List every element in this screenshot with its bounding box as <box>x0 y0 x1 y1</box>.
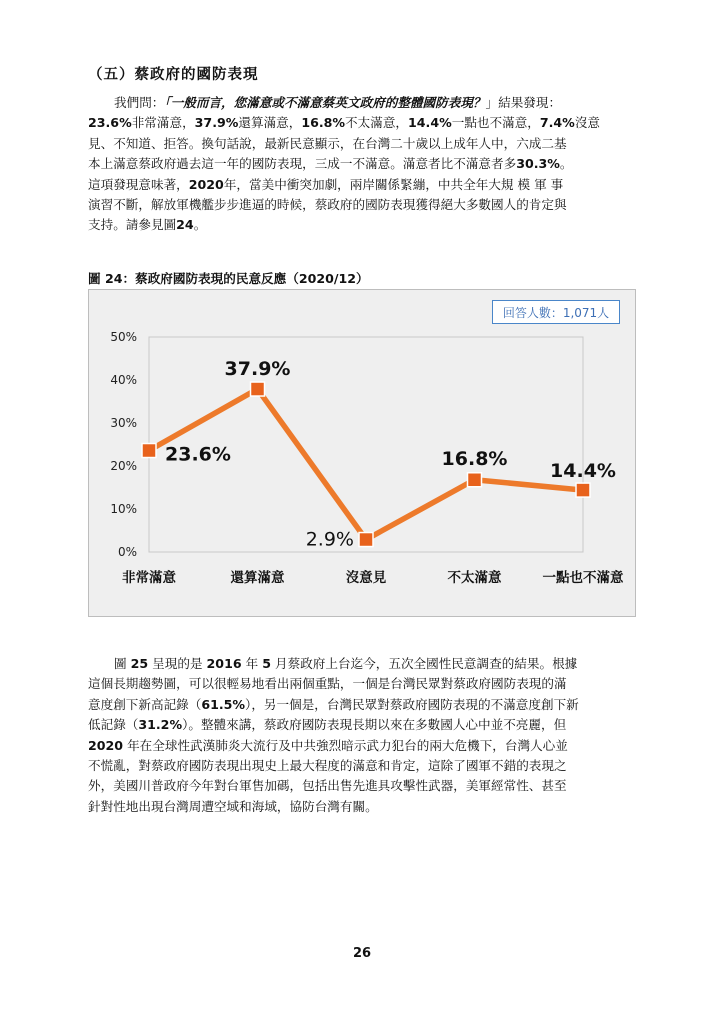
data-label: 37.9% <box>224 358 291 381</box>
data-label: 23.6% <box>165 443 231 466</box>
text: 。 <box>193 217 207 233</box>
respondents-badge: 回答人數：1,071人 <box>492 300 620 324</box>
x-tick-label: 非常滿意 <box>122 570 176 586</box>
text: ），另一個是，台灣民眾對蔡政府國防表現的不滿意度創下新 <box>245 696 579 712</box>
year: 2020 <box>188 176 224 192</box>
x-tick-label: 一點也不滿意 <box>542 570 624 586</box>
para2-line-3 <box>88 695 636 715</box>
y-tick-label: 10% <box>110 502 137 516</box>
text: 年 <box>245 656 259 671</box>
text: 沒意 <box>574 115 600 131</box>
text: 還算滿意， <box>238 115 302 131</box>
data-label: 2.9% <box>305 528 354 551</box>
text: 」結果發現： <box>485 95 562 110</box>
section-title: （五）蔡政府的國防表現 <box>88 67 259 83</box>
line-chart <box>89 290 635 616</box>
text: 年在全球性武漢肺炎大流行及中共強烈暗示武力犯台的兩大危機下，台灣人心並 <box>127 737 568 753</box>
text: 這項發現意味著， <box>88 176 189 192</box>
para2-line-1 <box>88 654 636 674</box>
x-tick-label: 還算滿意 <box>230 570 285 586</box>
text: 呈現的是 <box>152 656 203 671</box>
text: 年，當美中衝突加劇，兩岸關係緊繃，中共全年大規 模 軍 事 <box>223 176 564 192</box>
percent: 37.9% <box>194 115 239 131</box>
percent: 7.4% <box>539 115 575 131</box>
text: ）。整體來講，蔡政府國防表現長期以來在多數國人心中並不亮麗，但 <box>182 717 567 733</box>
figure-caption: 圖 24：蔡政府國防表現的民意反應（2020/12） <box>88 271 369 286</box>
text: 意度創下新高記錄（ <box>88 696 202 712</box>
data-point <box>468 473 482 487</box>
y-tick-label: 50% <box>110 330 137 344</box>
data-point <box>576 483 590 497</box>
x-tick-label: 不太滿意 <box>447 570 502 586</box>
text: 支持。請參見圖 <box>88 217 177 233</box>
figure-number: 24 <box>176 217 194 233</box>
year: 2020 <box>88 737 124 753</box>
figure-number: 25 <box>130 656 149 671</box>
text: 圖 <box>114 656 127 671</box>
percent: 23.6% <box>88 115 132 131</box>
para1-line-1 <box>88 93 636 113</box>
para2-line-7: 外，美國川普政府今年對台軍售加碼，包括出售先進具攻擊性武器，美軍經常性、甚至 <box>88 778 567 794</box>
para2-line-2: 這個長期趨勢圖，可以很輕易地看出兩個重點，一個是台灣民眾對蔡政府國防表現的滿 <box>88 676 567 692</box>
para2-line-5 <box>88 736 636 756</box>
text: 月蔡政府上台迄今，五次全國性民意調查的結果。根據 <box>275 656 578 671</box>
y-tick-label: 0% <box>117 545 137 559</box>
survey-question: 「一般而言，您滿意或不滿意蔡英文政府的整體國防表現？ <box>164 95 486 110</box>
year: 2016 <box>206 656 242 671</box>
y-tick-label: 40% <box>110 373 137 387</box>
para2-line-8: 針對性地出現台灣周遭空域和海域，協防台灣有關。 <box>88 798 378 814</box>
text: 一點也不滿意， <box>451 115 540 131</box>
data-label: 16.8% <box>441 447 508 470</box>
text: 。 <box>559 156 573 172</box>
chart-container <box>88 289 636 617</box>
data-point <box>359 533 373 547</box>
para2-line-4 <box>88 715 636 735</box>
y-tick-label: 30% <box>110 416 137 430</box>
text: 本上滿意蔡政府過去這一年的國防表現，三成一不滿意。滿意者比不滿意者多 <box>88 156 517 172</box>
text: 低記錄（ <box>88 717 139 733</box>
para1-line-2 <box>88 113 636 133</box>
data-label: 14.4% <box>550 460 616 483</box>
page-number: 26 <box>352 946 372 961</box>
text: 不太滿意， <box>345 115 409 131</box>
para1-line-7 <box>88 215 636 235</box>
paragraph-survey-result <box>88 93 636 236</box>
month: 5 <box>262 656 271 671</box>
para2-line-6: 不慌亂，對蔡政府國防表現出現史上最大程度的滿意和肯定，這除了國軍不錯的表現之 <box>88 758 567 774</box>
para1-line-6: 演習不斷，解放軍機艦步步進逼的時候，蔡政府的國防表現獲得絕大多數國人的肯定與 <box>88 197 567 213</box>
percent: 16.8% <box>301 115 346 131</box>
text: 我們問： <box>114 95 165 110</box>
percent: 14.4% <box>408 115 452 131</box>
data-point <box>251 382 265 396</box>
percent: 30.3% <box>516 156 560 172</box>
paragraph-trend <box>88 654 636 817</box>
percent: 31.2% <box>138 717 183 733</box>
text: 非常滿意， <box>131 115 195 131</box>
y-tick-label: 20% <box>110 459 137 473</box>
percent: 61.5% <box>201 696 246 712</box>
para1-line-4 <box>88 154 636 174</box>
x-tick-label: 沒意見 <box>345 570 387 586</box>
para1-line-3: 見、不知道、拒答。換句話說，最新民意顯示，在台灣二十歲以上成年人中，六成二基 <box>88 135 567 151</box>
data-point <box>142 444 156 458</box>
para1-line-5 <box>88 175 636 195</box>
